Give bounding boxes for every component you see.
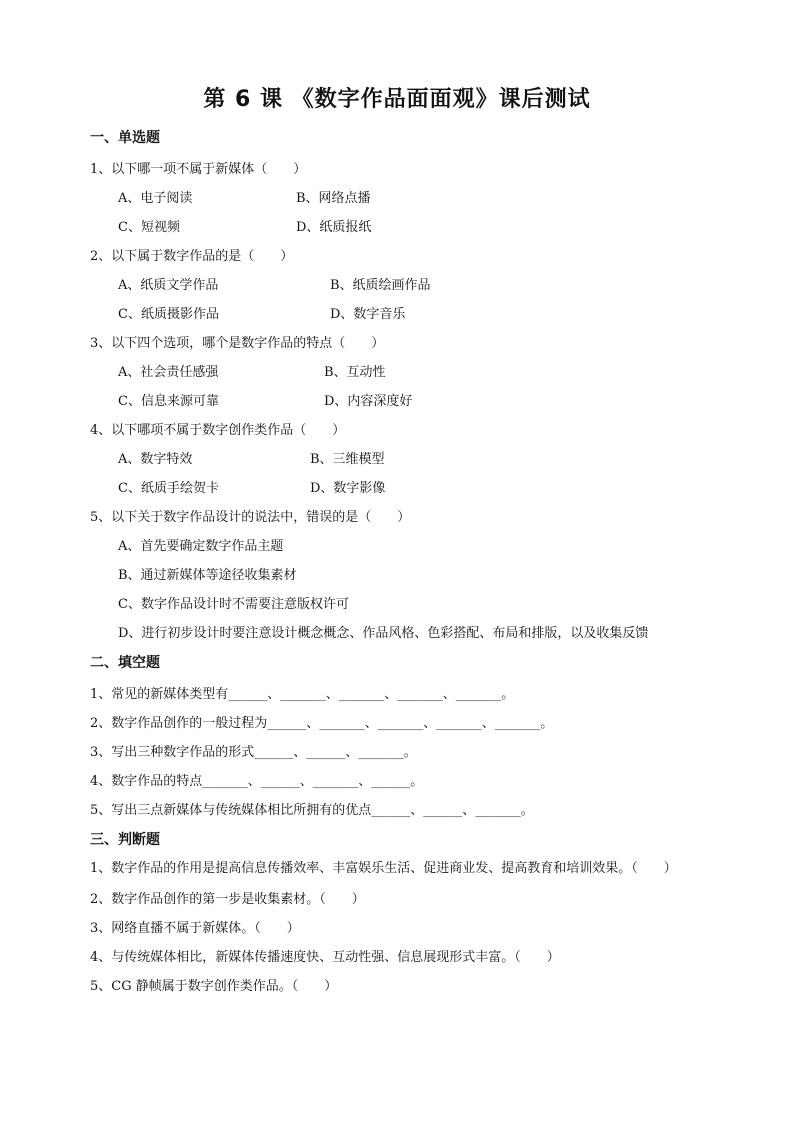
option-b: B、纸质绘画作品 [330,278,431,293]
section-heading-true-false: 三、判断题 [90,832,160,848]
judge-item-4: 4、与传统媒体相比，新媒体传播速度快、互动性强、信息展现形式丰富。（ ） [90,950,560,965]
question-stem: 4、以下哪项不属于数字创作类作品（ ） [90,423,346,438]
fill-item-1: 1、常见的新媒体类型有______、_______、_______、_______、_______。 [90,687,515,702]
option-b: B、通过新媒体等途径收集素材 [118,568,297,583]
option-d: D、纸质报纸 [296,220,372,235]
option-a: A、数字特效 [118,452,193,467]
judge-item-1: 1、数字作品的作用是提高信息传播效率、丰富娱乐生活、促进商业发、提高教育和培训效果。（ ） [90,861,677,876]
option-a: A、纸质文学作品 [118,278,219,293]
judge-item-2: 2、数字作品创作的第一步是收集素材。（ ） [90,892,365,907]
option-d: D、进行初步设计时要注意设计概念概念、作品风格、色彩搭配、布局和排版，以及收集反馈 [118,626,649,641]
option-c: C、纸质手绘贺卡 [118,481,219,496]
option-b: B、三维模型 [310,452,385,467]
fill-item-3: 3、写出三种数字作品的形式______、______、_______。 [90,745,417,760]
judge-item-5: 5、CG 静帧属于数字创作类作品。（ ） [90,979,338,994]
option-c: C、信息来源可靠 [118,394,219,409]
page-title: 第 6 课 《数字作品面面观》课后测试 [203,87,591,112]
section-heading-single-choice: 一、单选题 [90,130,160,146]
option-a: A、首先要确定数字作品主题 [118,539,284,554]
question-stem: 1、以下哪一项不属于新媒体（ ） [90,162,307,177]
option-c: C、纸质摄影作品 [118,307,219,322]
fill-item-4: 4、数字作品的特点_______、______、_______、______。 [90,774,424,789]
option-c: C、短视频 [118,220,180,235]
question-stem: 2、以下属于数字作品的是（ ） [90,249,294,264]
fill-item-5: 5、写出三点新媒体与传统媒体相比所拥有的优点______、______、_______。 [90,803,534,818]
option-a: A、电子阅读 [118,191,193,206]
option-d: D、数字影像 [310,481,386,496]
option-c: C、数字作品设计时不需要注意版权许可 [118,597,349,612]
question-5 [90,503,704,648]
section-heading-fill-in: 二、填空题 [90,655,160,671]
question-1 [90,155,704,242]
option-b: B、网络点播 [296,191,371,206]
question-stem: 3、以下四个选项，哪个是数字作品的特点（ ） [90,336,385,351]
option-d: D、内容深度好 [324,394,413,409]
question-4 [90,416,704,503]
judge-item-3: 3、网络直播不属于新媒体。（ ） [90,921,300,936]
option-a: A、社会责任感强 [118,365,219,380]
question-3 [90,329,704,416]
fill-item-2: 2、数字作品创作的一般过程为______、_______、_______、_______、_______。 [90,716,554,731]
question-stem: 5、以下关于数字作品设计的说法中，错误的是（ ） [90,510,411,525]
question-2 [90,242,704,329]
option-d: D、数字音乐 [330,307,406,322]
option-b: B、互动性 [324,365,386,380]
